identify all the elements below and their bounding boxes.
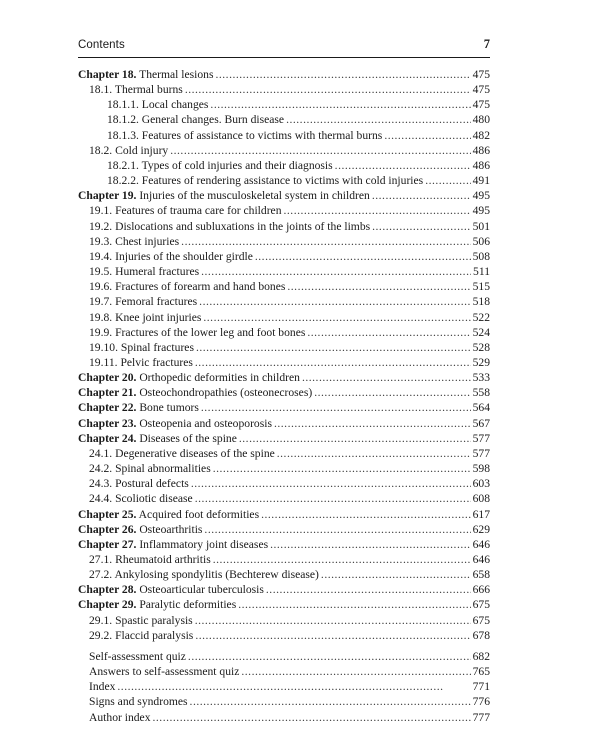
dot-leader: [314, 385, 470, 400]
toc-entry-title: [89, 203, 282, 218]
toc-page-number: 646: [472, 553, 490, 566]
toc-section-entry[interactable]: [78, 710, 490, 725]
toc-entry-text: 18.1.2. General changes. Burn disease: [107, 113, 285, 127]
dot-leader: [190, 694, 471, 709]
table-of-contents: [78, 67, 490, 725]
chapter-number: Chapter 22.: [78, 401, 137, 415]
toc-entry-title: [89, 613, 193, 628]
toc-entry-title: [89, 679, 115, 694]
toc-entry-title: [89, 567, 319, 582]
toc-page-number: 495: [472, 189, 490, 203]
toc-entry-title: [89, 628, 193, 643]
toc-section-entry[interactable]: [78, 234, 490, 249]
toc-page-number: 480: [472, 113, 490, 127]
toc-page-number: 765: [472, 665, 490, 679]
dot-leader: [287, 279, 470, 294]
toc-section-entry[interactable]: [78, 476, 490, 491]
toc-entry-text: Thermal lesions: [139, 68, 214, 81]
toc-entry-title: [78, 385, 312, 400]
chapter-number: Chapter 21.: [78, 386, 137, 400]
toc-entry-text: 19.9. Fractures of the lower leg and foot bones: [89, 325, 306, 339]
toc-page-number: 528: [472, 340, 490, 354]
toc-entry-text: Osteochondropathies (osteonecroses): [139, 386, 313, 400]
dot-leader: [266, 582, 471, 597]
running-head-title: Contents: [78, 39, 125, 51]
toc-section-entry[interactable]: [78, 664, 490, 679]
toc-entry-text: 27.1. Rheumatoid arthritis: [89, 553, 211, 566]
toc-page-number: 533: [472, 371, 490, 385]
toc-chapter-entry[interactable]: [78, 597, 490, 612]
toc-page-number: 658: [472, 568, 490, 582]
dot-leader: [238, 597, 470, 612]
dot-leader: [213, 461, 471, 476]
toc-section-entry[interactable]: [78, 446, 490, 461]
toc-section-entry[interactable]: [78, 97, 490, 112]
toc-page-number: 495: [472, 204, 490, 218]
toc-page-number: 675: [472, 613, 490, 627]
dot-leader: [372, 219, 470, 234]
dot-leader: [255, 249, 471, 264]
toc-entry-title: [89, 310, 201, 325]
dot-leader: [170, 143, 470, 158]
toc-section-entry[interactable]: [78, 567, 490, 582]
dot-leader: [284, 203, 471, 218]
chapter-number: Chapter 19.: [78, 189, 137, 203]
toc-section-entry[interactable]: [78, 310, 490, 325]
chapter-number: Chapter 29.: [78, 598, 137, 612]
toc-entry-title: [107, 128, 382, 143]
toc-entry-title: [78, 416, 272, 431]
toc-entry-text: Orthopedic deformities in children: [139, 371, 300, 385]
toc-chapter-entry[interactable]: [78, 537, 490, 552]
toc-page-number: 603: [472, 477, 490, 491]
toc-entry-title: [78, 400, 199, 415]
toc-section-entry[interactable]: [78, 294, 490, 309]
toc-entry-title: [89, 476, 189, 491]
dot-leader: [307, 325, 470, 340]
toc-page-number: 617: [472, 507, 490, 521]
toc-page-number: 482: [472, 128, 490, 142]
toc-entry-title: [89, 710, 151, 725]
toc-entry-title: [89, 234, 179, 249]
toc-entry-text: Osteopenia and osteoporosis: [139, 416, 272, 430]
dot-leader: [204, 522, 470, 537]
dot-leader: [210, 97, 470, 112]
toc-page-number: 777: [472, 710, 490, 724]
toc-page-number: 475: [472, 68, 490, 81]
dot-leader: [201, 264, 471, 279]
toc-entry-text: Osteoarticular tuberculosis: [139, 583, 264, 597]
chapter-number: Chapter 25.: [78, 507, 137, 521]
toc-chapter-entry[interactable]: [78, 431, 490, 446]
toc-section-entry[interactable]: [78, 112, 490, 127]
toc-entry-text: Acquired foot deformities: [138, 507, 260, 521]
toc-entry-text: 29.2. Flaccid paralysis: [89, 628, 194, 642]
chapter-number: Chapter 18.: [78, 68, 137, 81]
toc-entry-title: [89, 249, 253, 264]
toc-page-number: 475: [472, 83, 490, 97]
toc-entry-text: Self-assessment quiz: [89, 649, 186, 663]
dot-leader: [185, 82, 471, 97]
dot-leader: [195, 628, 470, 643]
toc-entry-text: 19.2. Dislocations and subluxations in the joints of the limbs: [89, 219, 371, 233]
toc-section-entry[interactable]: [78, 128, 490, 143]
dot-leader: [153, 710, 471, 725]
toc-entry-title: [89, 82, 183, 97]
toc-section-entry[interactable]: [78, 82, 490, 97]
toc-page-number: 678: [472, 628, 490, 642]
chapter-number: Chapter 20.: [78, 371, 137, 385]
dot-leader: [213, 552, 471, 567]
dot-leader: [261, 507, 471, 522]
toc-entry-title: [78, 188, 370, 203]
dot-leader: [196, 340, 471, 355]
toc-entry-text: 19.6. Fractures of forearm and hand bones: [89, 280, 286, 294]
toc-entry-title: [89, 461, 211, 476]
toc-entry-text: Author index: [89, 710, 151, 724]
dot-leader: [195, 613, 471, 628]
toc-page-number: 598: [472, 462, 490, 476]
page-number: 7: [483, 37, 490, 51]
toc-page-number: 501: [472, 219, 490, 233]
toc-entry-title: [89, 694, 188, 709]
toc-entry-title: [89, 325, 305, 340]
toc-page-number: 577: [472, 446, 490, 460]
dot-leader: [181, 234, 470, 249]
toc-section-entry[interactable]: [78, 649, 490, 664]
toc-section-entry[interactable]: [78, 552, 490, 567]
toc-page-number: 491: [472, 174, 490, 188]
toc-entry-text: 24.3. Postural defects: [89, 477, 189, 491]
toc-entry-text: 24.4. Scoliotic disease: [89, 492, 193, 506]
toc-entry-title: [89, 219, 370, 234]
toc-entry-title: [89, 279, 285, 294]
toc-chapter-entry[interactable]: [78, 582, 490, 597]
toc-section-entry[interactable]: [78, 173, 490, 188]
dot-leader: [274, 416, 471, 431]
toc-chapter-entry[interactable]: [78, 400, 490, 415]
header-rule: [78, 57, 490, 58]
dot-leader: [321, 567, 471, 582]
toc-page-number: 529: [472, 355, 490, 369]
toc-entry-text: Inflammatory joint diseases: [139, 537, 269, 551]
toc-page-number: 511: [473, 265, 490, 279]
toc-entry-title: [89, 491, 193, 506]
toc-entry-title: [89, 143, 168, 158]
toc-page-number: 508: [472, 249, 490, 263]
dot-leader: [191, 476, 471, 491]
toc-section-entry[interactable]: [78, 249, 490, 264]
dot-leader: [277, 446, 471, 461]
toc-section-entry[interactable]: [78, 340, 490, 355]
toc-entry-text: Paralytic deformities: [139, 598, 237, 612]
toc-entry-text: 24.1. Degenerative diseases of the spine: [89, 446, 275, 460]
toc-page-number: 475: [472, 98, 490, 112]
toc-section-entry[interactable]: [78, 158, 490, 173]
toc-page-number: 646: [472, 537, 490, 551]
toc-entry-title: [78, 431, 237, 446]
toc-entry-text: 18.1.1. Local changes: [107, 98, 209, 112]
toc-entry-text: 19.8. Knee joint injuries: [89, 310, 202, 324]
toc-entry-text: 19.3. Chest injuries: [89, 234, 180, 248]
toc-entry-text: 18.2. Cold injury: [89, 143, 169, 157]
toc-page-number: 515: [472, 280, 490, 294]
toc-entry-title: [89, 552, 211, 567]
toc-entry-title: [78, 537, 268, 552]
dot-leader: [199, 294, 470, 309]
dot-leader: [384, 128, 470, 143]
toc-entry-title: [89, 294, 197, 309]
dot-leader: [117, 679, 470, 694]
toc-entry-text: Index: [89, 680, 116, 694]
toc-entry-title: [107, 158, 333, 173]
toc-section-entry[interactable]: [78, 325, 490, 340]
toc-chapter-entry[interactable]: [78, 385, 490, 400]
dot-leader: [215, 67, 470, 82]
toc-page-number: 629: [472, 522, 490, 536]
toc-section-entry[interactable]: [78, 613, 490, 628]
toc-page-number: 682: [472, 649, 490, 663]
toc-entry-title: [78, 507, 259, 522]
chapter-number: Chapter 27.: [78, 537, 137, 551]
toc-entry-text: Signs and syndromes: [89, 695, 188, 709]
toc-entry-text: Diseases of the spine: [139, 431, 237, 445]
toc-entry-text: 19.4. Injuries of the shoulder girdle: [89, 249, 253, 263]
toc-entry-title: [107, 97, 208, 112]
toc-entry-text: 19.10. Spinal fractures: [89, 340, 194, 354]
toc-chapter-entry[interactable]: [78, 188, 490, 203]
toc-page-number: 486: [472, 158, 490, 172]
toc-section-entry[interactable]: [78, 694, 490, 709]
toc-page-number: 666: [472, 583, 490, 597]
toc-entry-text: 24.2. Spinal abnormalities: [89, 462, 211, 476]
toc-entry-text: 18.2.2. Features of rendering assistance to victims with cold injuries: [107, 174, 424, 188]
toc-page-number: 577: [472, 431, 490, 445]
toc-entry-text: 29.1. Spastic paralysis: [89, 613, 193, 627]
dot-leader: [195, 491, 471, 506]
toc-page-number: 567: [472, 416, 490, 430]
toc-chapter-entry[interactable]: [78, 67, 490, 82]
toc-section-entry[interactable]: [78, 679, 490, 694]
toc-chapter-entry[interactable]: [78, 370, 490, 385]
toc-entry-text: 19.5. Humeral fractures: [89, 265, 200, 279]
chapter-number: Chapter 28.: [78, 583, 137, 597]
toc-section-entry[interactable]: [78, 461, 490, 476]
chapter-number: Chapter 24.: [78, 431, 137, 445]
dot-leader: [239, 431, 471, 446]
toc-entry-title: [107, 173, 423, 188]
toc-entry-title: [78, 582, 264, 597]
toc-page-number: 771: [472, 680, 490, 694]
dot-leader: [286, 112, 471, 127]
dot-leader: [270, 537, 471, 552]
toc-entry-title: [78, 597, 236, 612]
toc-section-entry[interactable]: [78, 355, 490, 370]
toc-entry-text: 19.1. Features of trauma care for children: [89, 204, 282, 218]
toc-entry-text: 19.11. Pelvic fractures: [89, 355, 193, 369]
chapter-number: Chapter 26.: [78, 522, 137, 536]
toc-entry-title: [78, 522, 202, 537]
toc-entry-text: Bone tumors: [139, 401, 199, 415]
toc-chapter-entry[interactable]: [78, 522, 490, 537]
dot-leader: [203, 310, 470, 325]
toc-page-number: 776: [472, 695, 490, 709]
toc-page-number: 522: [472, 310, 490, 324]
toc-entry-text: 19.7. Femoral fractures: [89, 295, 198, 309]
toc-entry-text: Osteoarthritis: [139, 522, 203, 536]
dot-leader: [201, 400, 471, 415]
toc-entry-title: [107, 112, 284, 127]
toc-entry-title: [89, 340, 194, 355]
toc-entry-text: Answers to self-assessment quiz: [89, 665, 240, 679]
dot-leader: [335, 158, 471, 173]
toc-section-entry[interactable]: [78, 628, 490, 643]
chapter-number: Chapter 23.: [78, 416, 137, 430]
toc-entry-title: [89, 446, 275, 461]
dot-leader: [195, 355, 471, 370]
toc-section-entry[interactable]: [78, 279, 490, 294]
toc-page-number: 608: [472, 492, 490, 506]
dot-leader: [188, 649, 471, 664]
toc-entry-text: 27.2. Ankylosing spondylitis (Bechterew disease): [89, 568, 319, 582]
toc-entry-title: [89, 355, 193, 370]
toc-page-number: 506: [472, 234, 490, 248]
toc-entry-title: [78, 67, 213, 82]
toc-entry-title: [89, 664, 239, 679]
toc-page-number: 486: [472, 143, 490, 157]
toc-section-entry[interactable]: [78, 264, 490, 279]
toc-chapter-entry[interactable]: [78, 416, 490, 431]
running-head-row: [78, 37, 490, 52]
toc-entry-text: 18.2.1. Types of cold injuries and their diagnosis: [107, 158, 333, 172]
dot-leader: [372, 188, 471, 203]
toc-page-number: 518: [472, 295, 490, 309]
toc-page-number: 564: [472, 401, 490, 415]
toc-section-entry[interactable]: [78, 219, 490, 234]
dot-leader: [425, 173, 470, 188]
toc-entry-title: [89, 649, 186, 664]
running-head: [78, 37, 490, 58]
toc-entry-text: 18.1. Thermal burns: [89, 83, 183, 97]
toc-section-entry[interactable]: [78, 491, 490, 506]
toc-entry-text: Injuries of the musculoskeletal system in children: [139, 189, 370, 203]
dot-leader: [241, 664, 470, 679]
toc-entry-title: [89, 264, 199, 279]
toc-chapter-entry[interactable]: [78, 507, 490, 522]
toc-entry-title: [78, 370, 300, 385]
toc-section-entry[interactable]: [78, 203, 490, 218]
toc-page-number: 524: [472, 325, 490, 339]
toc-entry-text: 18.1.3. Features of assistance to victims with thermal burns: [107, 128, 383, 142]
toc-section-entry[interactable]: [78, 143, 490, 158]
toc-page-number: 558: [472, 386, 490, 400]
toc-page-number: 675: [472, 598, 490, 612]
dot-leader: [302, 370, 471, 385]
